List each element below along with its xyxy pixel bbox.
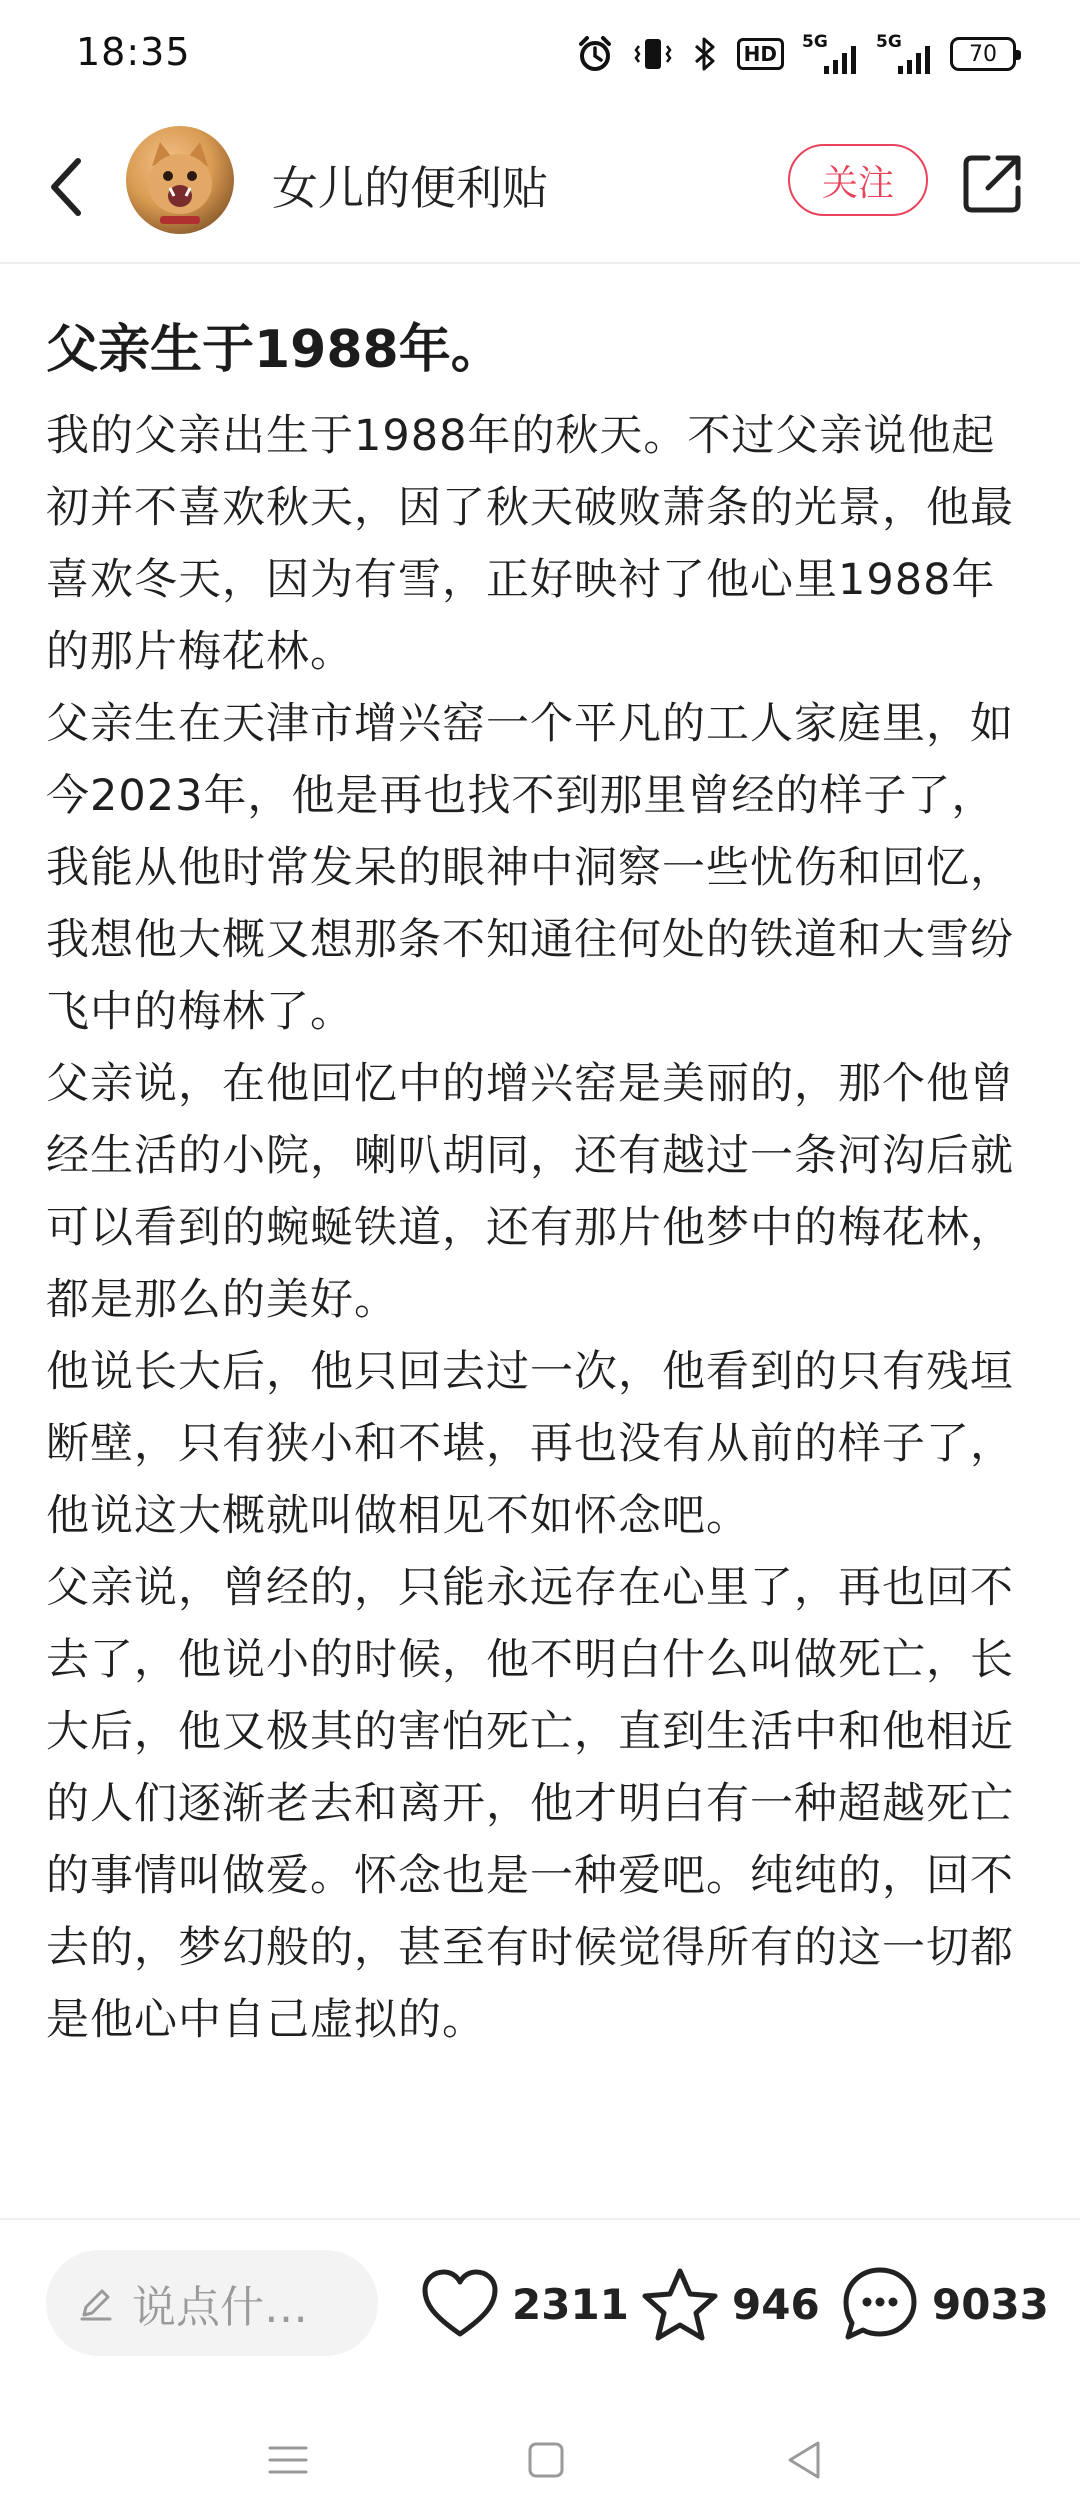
author-name[interactable]: 女儿的便利贴 <box>272 161 548 215</box>
net-label-sim1: 5G <box>802 32 828 52</box>
chat-bubble-icon <box>840 2264 920 2344</box>
author-avatar[interactable] <box>126 126 234 234</box>
cat-avatar-icon <box>126 126 234 234</box>
note-paragraph: 父亲说，在他回忆中的增兴窑是美丽的，那个他曾经生活的小院，喇叭胡同，还有越过一条河沟后就可以看到的蜿蜒铁道，还有那片他梦中的梅花林，都是那么的美好。 <box>46 1059 1014 1325</box>
system-nav-bar <box>0 2400 1080 2520</box>
signal-icon-sim1 <box>802 34 858 74</box>
like-count: 2311 <box>512 2279 629 2329</box>
status-time: 18:35 <box>76 30 191 74</box>
like-button[interactable] <box>420 2262 629 2346</box>
menu-icon <box>267 2440 309 2480</box>
nav-back-button[interactable] <box>774 2430 834 2490</box>
bottom-divider <box>0 2218 1080 2220</box>
back-triangle-icon <box>784 2439 824 2481</box>
note-paragraph: 他说长大后，他只回去过一次，他看到的只有残垣断壁，只有狭小和不堪，再也没有从前的样子了，他说这大概就叫做相见不如怀念吧。 <box>46 1347 1014 1541</box>
chevron-left-icon <box>46 155 86 219</box>
battery-level: 70 <box>969 41 997 67</box>
note-paragraph: 父亲生在天津市增兴窑一个平凡的工人家庭里，如今2023年，他是再也找不到那里曾经的样子了，我能从他时常发呆的眼神中洞察一些忧伤和回忆，我想他大概又想那条不知通往何处的铁道和大雪纷飞中的梅林了。 <box>46 699 1014 1037</box>
note-title: 父亲生于1988年。 <box>46 320 503 380</box>
comment-placeholder: 说点什… <box>132 2282 308 2333</box>
pencil-icon <box>76 2283 116 2323</box>
comment-button[interactable] <box>840 2262 1049 2346</box>
back-button[interactable] <box>36 152 96 222</box>
bluetooth-icon <box>691 34 719 74</box>
signal-icon-sim2 <box>876 34 932 74</box>
alarm-icon <box>575 34 615 74</box>
star-icon <box>640 2266 720 2342</box>
nav-menu-button[interactable] <box>258 2430 318 2490</box>
vibrate-icon <box>633 34 673 74</box>
hd-badge: HD <box>737 38 784 70</box>
follow-button[interactable]: 关注 <box>788 144 928 216</box>
battery-icon <box>950 37 1016 71</box>
share-icon <box>958 148 1028 218</box>
note-paragraph: 我的父亲出生于1988年的秋天。不过父亲说他起初并不喜欢秋天，因了秋天破败萧条的光景，他最喜欢冬天，因为有雪，正好映衬了他心里1988年的那片梅花林。 <box>46 411 1014 677</box>
note-content <box>46 310 1036 2056</box>
favorite-button[interactable] <box>640 2262 820 2346</box>
comment-count: 9033 <box>932 2279 1049 2329</box>
nav-home-button[interactable] <box>516 2430 576 2490</box>
favorite-count: 946 <box>732 2279 820 2329</box>
net-label-sim2: 5G <box>876 32 902 52</box>
share-button[interactable] <box>958 148 1028 218</box>
status-bar <box>0 0 1080 108</box>
comment-input[interactable] <box>46 2250 378 2356</box>
note-header <box>0 108 1080 264</box>
status-icons <box>575 30 1016 78</box>
home-square-icon <box>526 2440 566 2480</box>
heart-icon <box>420 2268 500 2340</box>
note-paragraph: 父亲说，曾经的，只能永远存在心里了，再也回不去了，他说小的时候，他不明白什么叫做死亡，长大后，他又极其的害怕死亡，直到生活中和他相近的人们逐渐老去和离开，他才明白有一种超越死亡的事情叫做爱。怀念也是一种爱吧。纯纯的，回不去的，梦幻般的，甚至有时候觉得所有的这一切都是他心中自己虚拟的。 <box>46 1563 1014 2045</box>
